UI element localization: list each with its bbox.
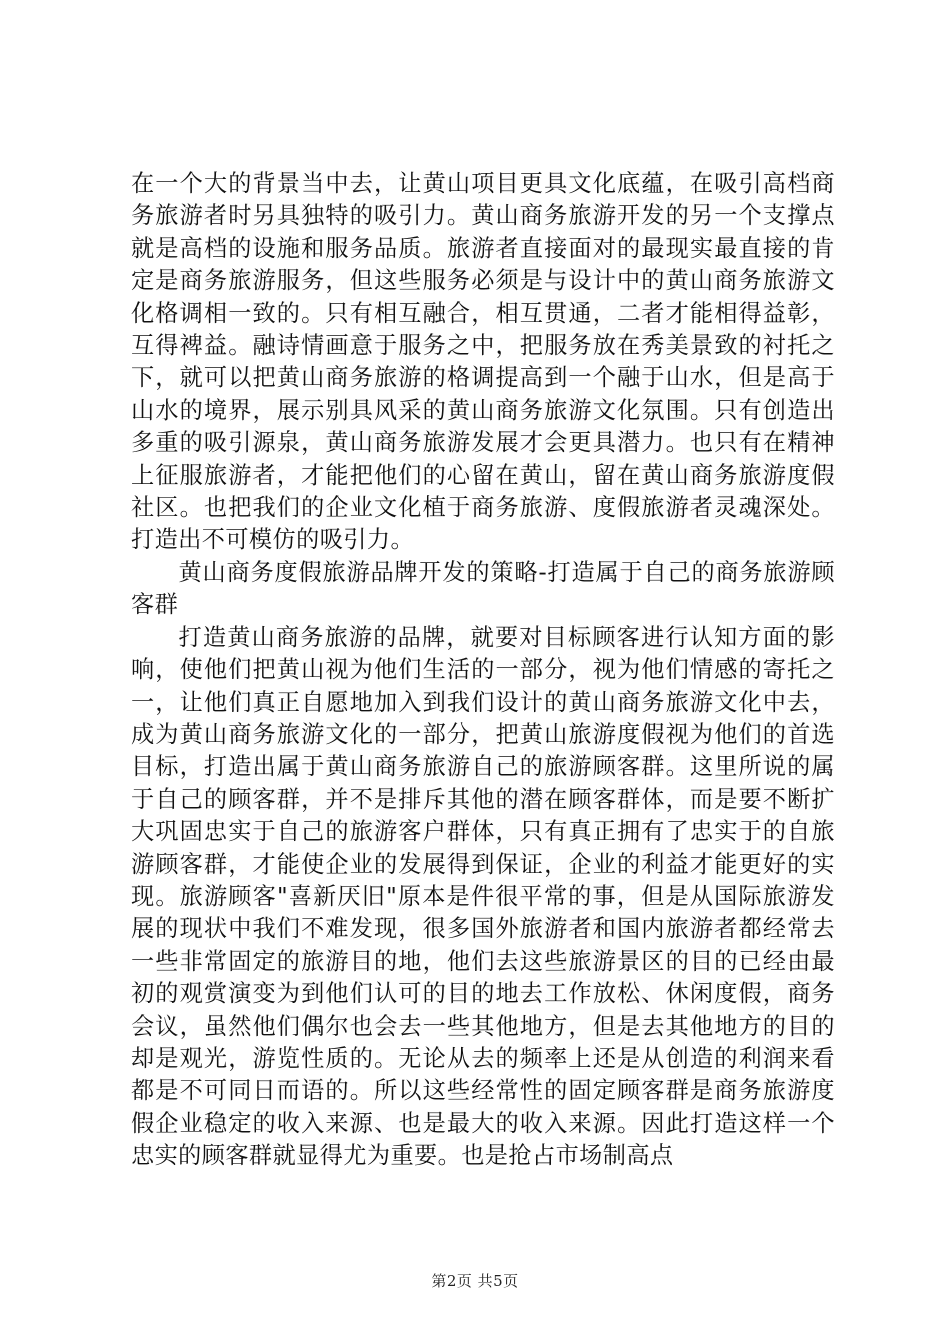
paragraph-continuation: 在一个大的背景当中去，让黄山项目更具文化底蕴，在吸引高档商务旅游者时另具独特的吸引力。黄山商务旅游开发的另一个支撑点就是高档的设施和服务品质。旅游者直接面对的最现实最直接的肯定是商务旅游服务，但这些服务必须是与设计中的黄山商务旅游文化格调相一致的。只有相互融合，相互贯通，二者才能相得益彰，互得裨益。融诗情画意于服务之中，把服务放在秀美景致的衬托之下，就可以把黄山商务旅游的格调提高到一个融于山水，但是高于山水的境界，展示别具风采的黄山商务旅游文化氛围。只有创造出多重的吸引源泉，黄山商务旅游发展才会更具潜力。也只有在精神上征服旅游者，才能把他们的心留在黄山，留在黄山商务旅游度假社区。也把我们的企业文化植于商务旅游、度假旅游者灵魂深处。打造出不可模仿的吸引力。	[131, 170, 835, 554]
section-heading: 黄山商务度假旅游品牌开发的策略-打造属于自己的商务旅游顾客群	[131, 558, 835, 619]
page-footer: 第2页 共5页	[431, 1272, 519, 1290]
document-body	[131, 168, 835, 1173]
paragraph-body: 打造黄山商务旅游的品牌，就要对目标顾客进行认知方面的影响，使他们把黄山视为他们生活的一部分，视为他们情感的寄托之一，让他们真正自愿地加入到我们设计的黄山商务旅游文化中去，成为黄山商务旅游文化的一部分，把黄山旅游度假视为他们的首选目标，打造出属于黄山商务旅游自己的旅游顾客群。这里所说的属于自己的顾客群，并不是排斥其他的潜在顾客群体，而是要不断扩大巩固忠实于自己的旅游客户群体，只有真正拥有了忠实于的自旅游顾客群，才能使企业的发展得到保证，企业的利益才能更好的实现。旅游顾客"喜新厌旧"原本是件很平常的事，但是从国际旅游发展的现状中我们不难发现，很多国外旅游者和国内旅游者都经常去一些非常固定的旅游目的地，他们去这些旅游景区的目的已经由最初的观赏演变为到他们认可的目的地去工作放松、休闲度假，商务会议，虽然他们偶尔也会去一些其他地方，但是去其他地方的目的却是观光，游览性质的。无论从去的频率上还是从创造的利润来看都是不可同日而语的。所以这些经常性的固定顾客群是商务旅游度假企业稳定的收入来源、也是最大的收入来源。因此打造这样一个忠实的顾客群就显得尤为重要。也是抢占市场制高点	[131, 623, 835, 1170]
